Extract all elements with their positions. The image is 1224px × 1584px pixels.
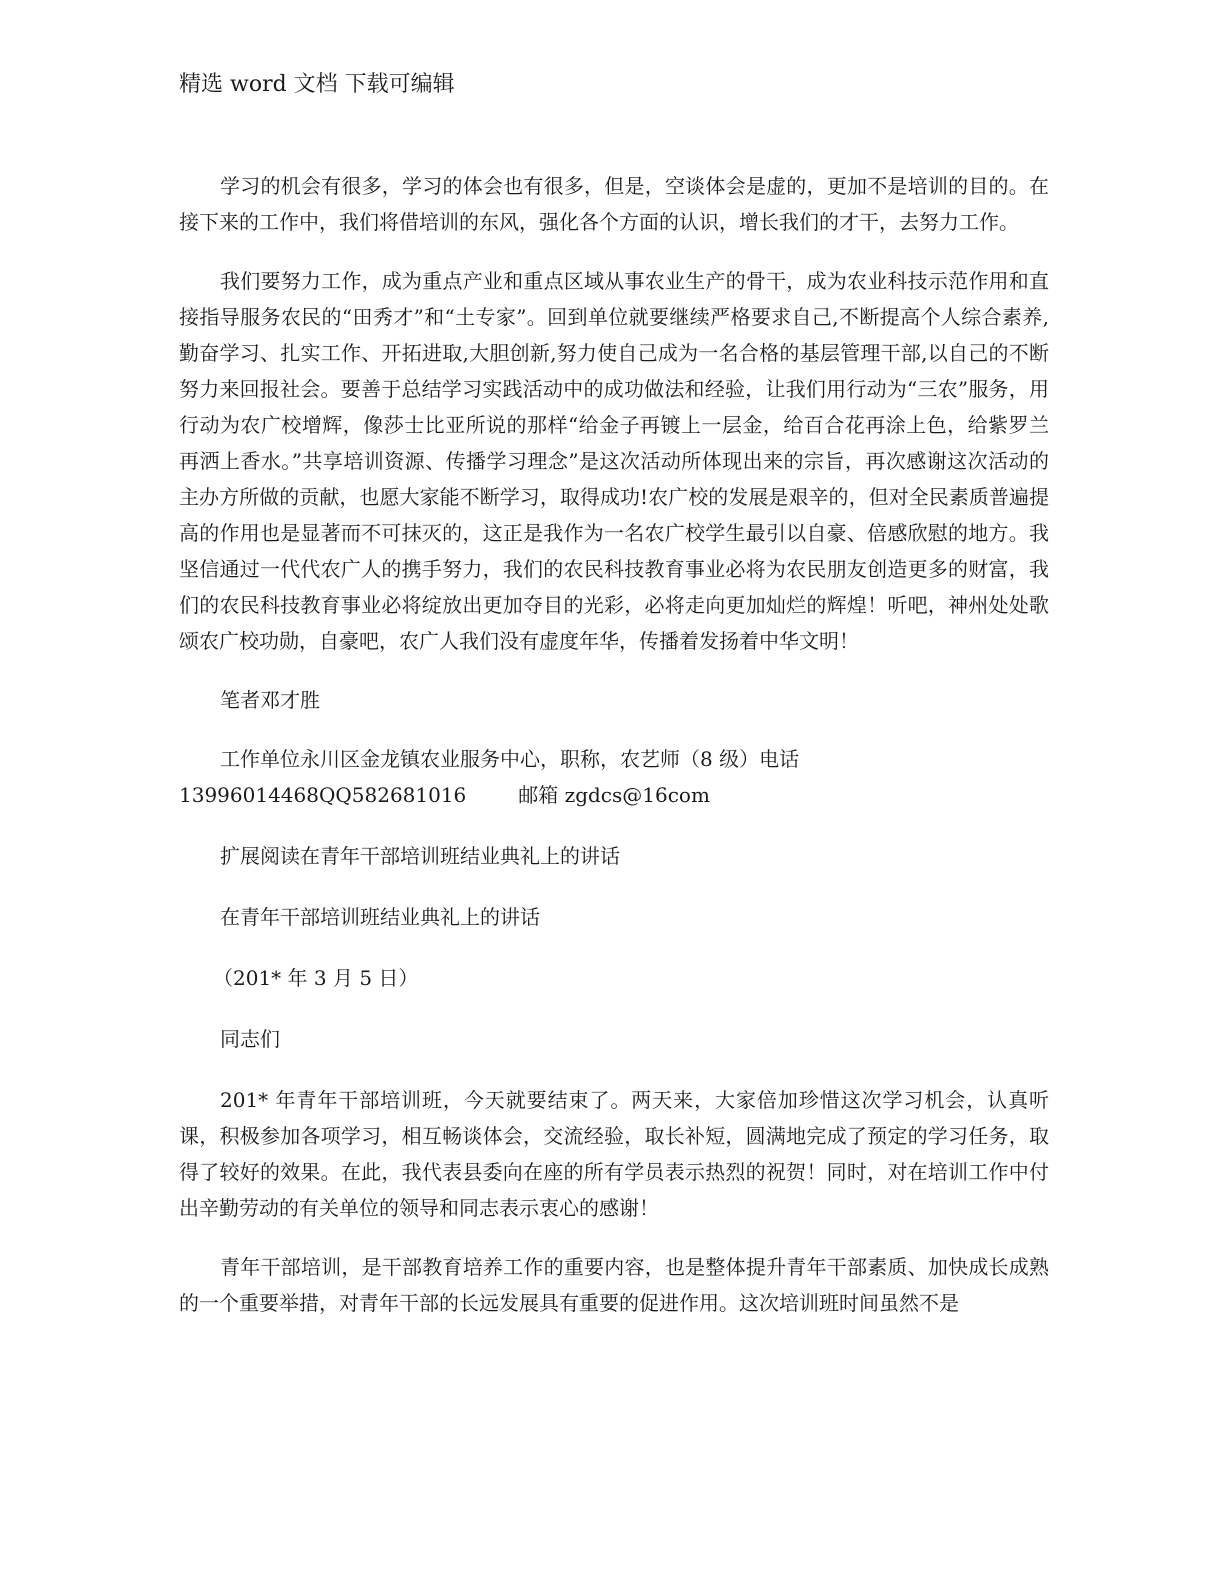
speech-paragraph-2: 青年干部培训，是干部教育培养工作的重要内容，也是整体提升青年干部素质、加快成长成熟的一个重要举措，对青年干部的长远发展具有重要的促进作用。这次培训班时间虽然不是 — [179, 1255, 1049, 1315]
speech-date: （201* 年 3 月 5 日） — [213, 966, 419, 990]
speech-paragraph-1: 201* 年青年干部培训班，今天就要结束了。两天来，大家倍加珍惜这次学习机会，认真听课，积极参加各项学习，相互畅谈体会，交流经验，取长补短，圆满地完成了预定的学习任务，取得了较好的效果。在此，我代表县委向在座的所有学员表示热烈的祝贺！同时，对在培训工作中付出辛勤劳动的有关单位的领导和同志表示衷心的感谢！ — [179, 1088, 1049, 1220]
page-header: 精选 word 文档 下载可编辑 — [179, 72, 455, 97]
paragraph-learning: 学习的机会有很多，学习的体会也有很多，但是，空谈体会是虚的，更加不是培训的目的。在接下来的工作中，我们将借培训的东风，强化各个方面的认识，增长我们的才干，去努力工作。 — [179, 174, 1049, 234]
contact-line: 工作单位永川区金龙镇农业服务中心，职称，农艺师（8 级）电话 — [220, 747, 800, 771]
document-body — [179, 168, 1049, 1321]
extended-reading-title: 扩展阅读在青年干部培训班结业典礼上的讲话 — [220, 844, 620, 868]
contact-details — [179, 777, 1049, 813]
email: 邮箱 zgdcs@16com — [518, 783, 710, 807]
phone-qq: 13996014468QQ582681016 — [179, 783, 467, 807]
paragraph-work: 我们要努力工作，成为重点产业和重点区域从事农业生产的骨干，成为农业科技示范作用和直接指导服务农民的“田秀才”和“土专家”。回到单位就要继续严格要求自己,不断提高个人综合素养,勤奋学习、扎实工作、开拓进取,大胆创新,努力使自己成为一名合格的基层管理干部,以自己的不断努力来回报社会。要善于总结学习实践活动中的成功做法和经验，让我们用行动为“三农”服务，用行动为农广校增辉，像莎士比亚所说的那样“给金子再镀上一层金，给百合花再涂上色，给紫罗兰再洒上香水。”共享培训资源、传播学习理念”是这次活动所体现出来的宗旨，再次感谢这次活动的主办方所做的贡献，也愿大家能不断学习，取得成功!农广校的发展是艰辛的，但对全民素质普遍提高的作用也是显著而不可抹灭的，这正是我作为一名农广校学生最引以自豪、倍感欣慰的地方。我坚信通过一代代农广人的携手努力，我们的农民科技教育事业必将为农民朋友创造更多的财富，我们的农民科技教育事业必将绽放出更加夺目的光彩，必将走向更加灿烂的辉煌！听吧，神州处处歌颂农广校功勋，自豪吧，农广人我们没有虚度年华，传播着发扬着中华文明！ — [179, 269, 1049, 653]
author-line: 笔者邓才胜 — [220, 688, 320, 712]
speech-title: 在青年干部培训班结业典礼上的讲话 — [220, 905, 540, 929]
salutation: 同志们 — [220, 1027, 280, 1051]
